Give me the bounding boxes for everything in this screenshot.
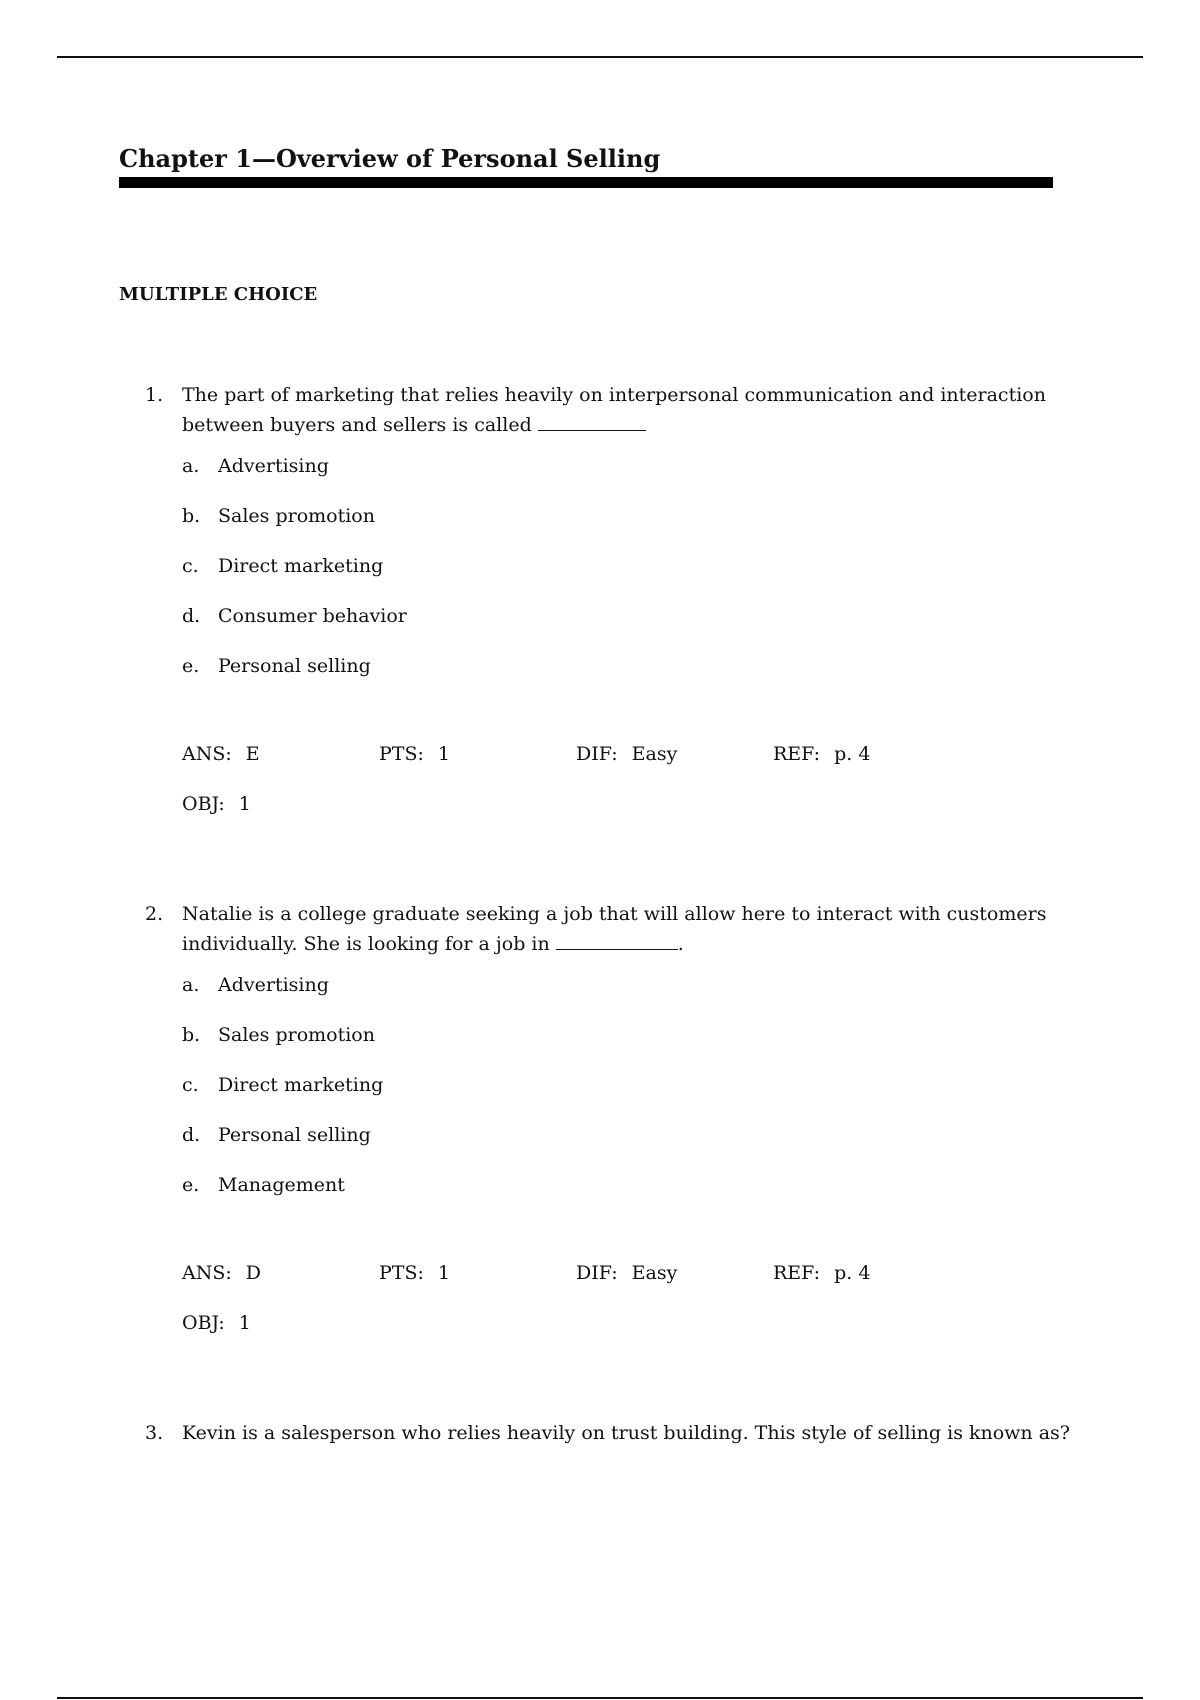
question-number: 1.	[145, 384, 164, 406]
option-a: a. Advertising	[182, 455, 329, 477]
answer-meta-row	[145, 1258, 1095, 1308]
dif-field: DIF: Easy	[576, 743, 678, 765]
pts-field: PTS: 1	[379, 743, 450, 765]
question-stem	[145, 899, 1095, 959]
ans-field: ANS: D	[182, 1262, 261, 1284]
dif-field: DIF: Easy	[576, 1262, 678, 1284]
obj-field: OBJ: 1	[182, 793, 251, 815]
top-rule	[57, 56, 1143, 58]
option-b: b. Sales promotion	[182, 1024, 375, 1046]
option-c: c. Direct marketing	[182, 1074, 384, 1096]
answer-blank	[556, 933, 678, 950]
question-text-line2: individually. She is looking for a job in .	[182, 933, 684, 955]
question-text-line1: Kevin is a salesperson who relies heavily on trust building. This style of selling is known as?	[182, 1422, 1070, 1444]
question-text-line1: The part of marketing that relies heavily on interpersonal communication and interaction	[182, 384, 1046, 406]
question-text-line2: between buyers and sellers is called	[182, 410, 1095, 440]
pts-field: PTS: 1	[379, 1262, 450, 1284]
ref-field: REF: p. 4	[773, 743, 871, 765]
question-2	[145, 899, 1095, 1358]
question-number: 2.	[145, 903, 164, 925]
question-1	[145, 380, 1095, 839]
objective-row	[145, 789, 1095, 839]
answer-options	[145, 451, 1095, 701]
question-stem	[145, 1418, 1095, 1448]
question-text-line1: Natalie is a college graduate seeking a job that will allow here to interact with customers	[182, 903, 1047, 925]
title-underline-bar	[119, 177, 1053, 188]
answer-meta-row	[145, 739, 1095, 789]
option-c: c. Direct marketing	[182, 555, 384, 577]
objective-row	[145, 1308, 1095, 1358]
chapter-title: Chapter 1—Overview of Personal Selling	[119, 144, 661, 173]
option-d: d. Personal selling	[182, 1124, 371, 1146]
question-stem	[145, 380, 1095, 440]
question-number: 3.	[145, 1422, 164, 1444]
option-a: a. Advertising	[182, 974, 329, 996]
bottom-rule	[57, 1697, 1143, 1699]
option-e: e. Personal selling	[182, 655, 371, 677]
ref-field: REF: p. 4	[773, 1262, 871, 1284]
question-3	[145, 1418, 1095, 1448]
answer-blank	[538, 414, 646, 431]
option-d: d. Consumer behavior	[182, 605, 407, 627]
ans-field: ANS: E	[182, 743, 260, 765]
option-b: b. Sales promotion	[182, 505, 375, 527]
section-heading: MULTIPLE CHOICE	[119, 284, 318, 305]
option-e: e. Management	[182, 1174, 345, 1196]
answer-options	[145, 970, 1095, 1220]
obj-field: OBJ: 1	[182, 1312, 251, 1334]
